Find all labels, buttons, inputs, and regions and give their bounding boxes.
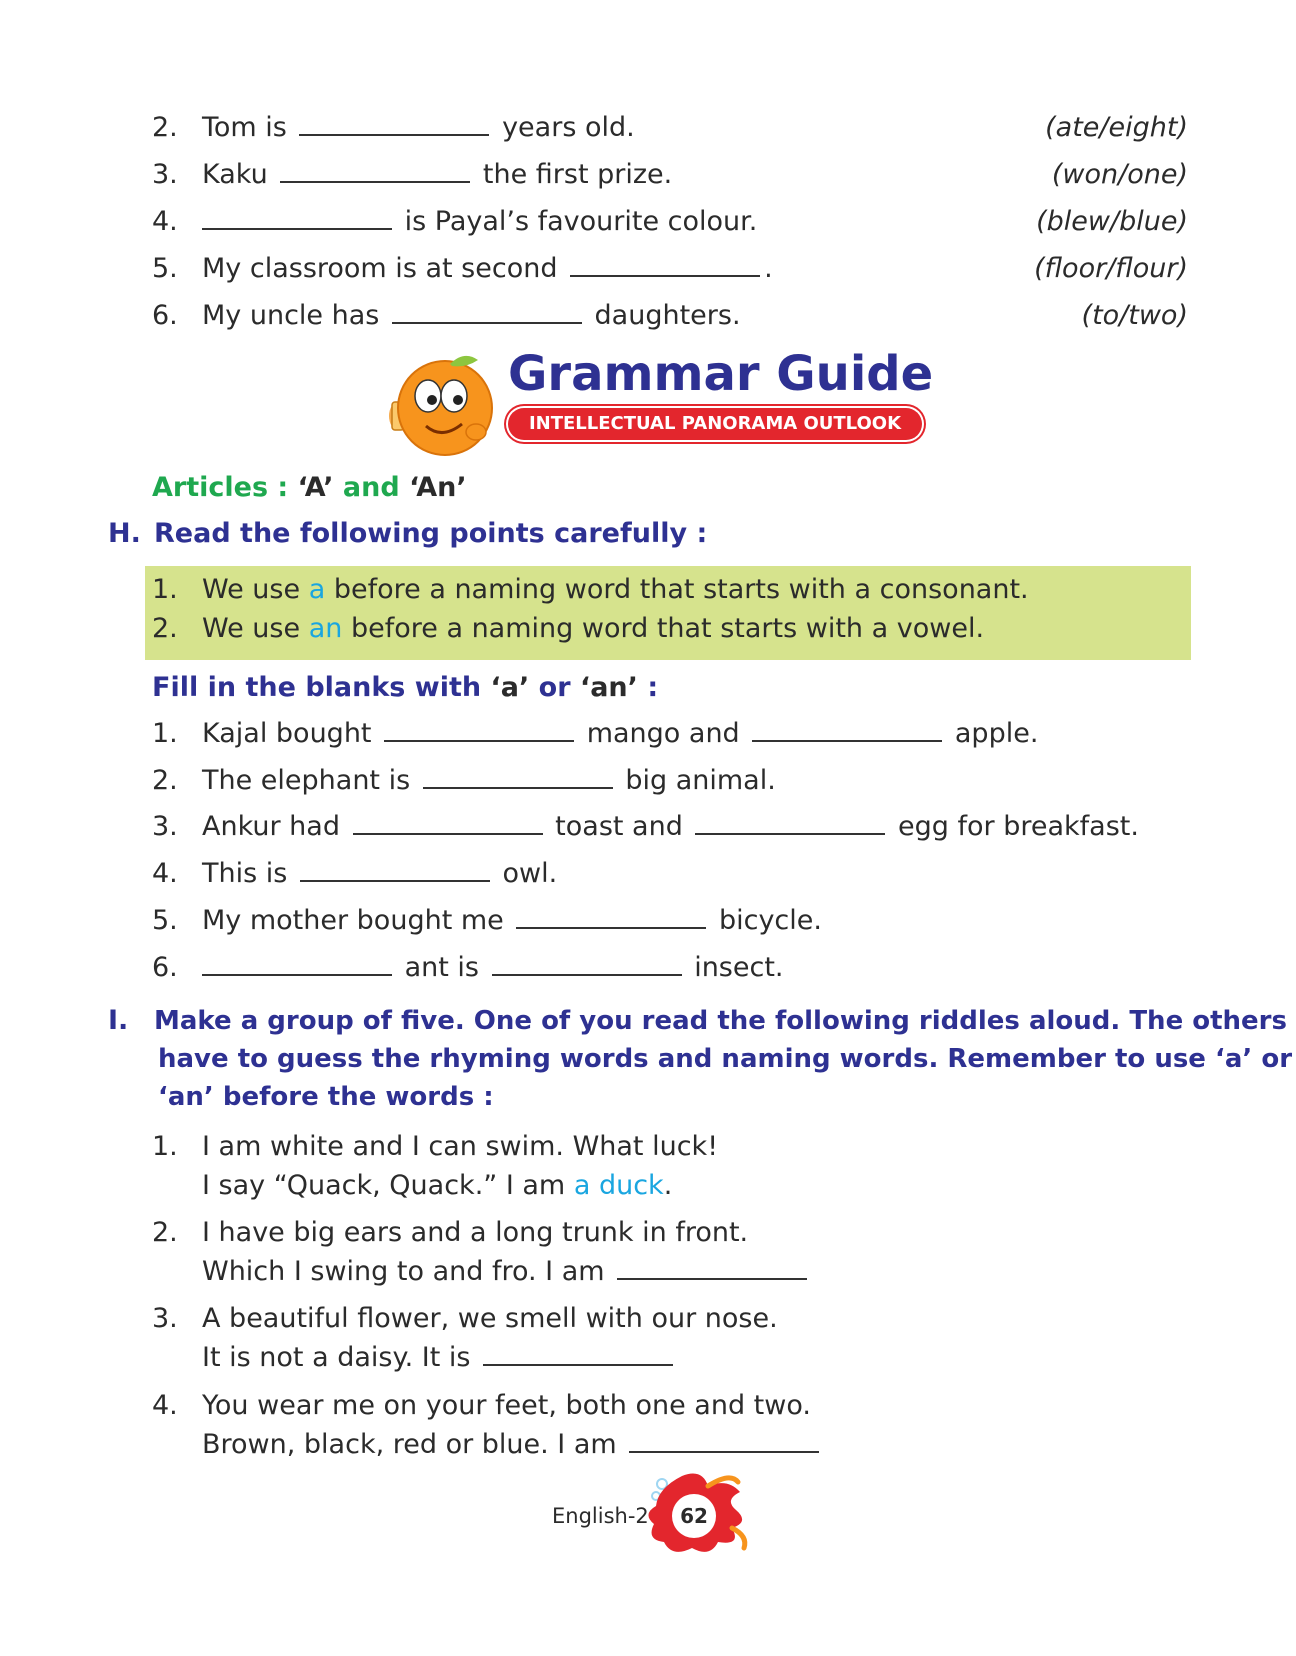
section-i-line: Make a group of five. One of you read the following riddles aloud. The others [154, 1006, 1287, 1036]
page-number: 62 [680, 1504, 708, 1528]
sentence-part: is Payal’s favourite colour. [404, 206, 758, 237]
orange-mascot-icon [372, 346, 502, 458]
item-number: 1. [152, 718, 178, 749]
item-number: 3. [152, 159, 178, 190]
sentence-part: My classroom is at second [202, 253, 558, 284]
sentence-part: Kajal bought [202, 718, 372, 749]
riddle-line: I am white and I can swim. What luck! [202, 1131, 719, 1162]
riddle-text: Brown, black, red or blue. I am [202, 1429, 617, 1460]
exercise-sentence [202, 157, 672, 193]
item-number: 2. [152, 765, 178, 796]
book-title: English-2 [552, 1504, 649, 1528]
item-number: 3. [152, 811, 178, 842]
sentence-part: bicycle. [718, 905, 822, 936]
grammar-guide-logo [372, 346, 932, 458]
articles-and: and [342, 472, 400, 503]
section-i-line: have to guess the rhyming words and naming words. Remember to use ‘a’ or [158, 1044, 1293, 1074]
rule-point [202, 611, 984, 647]
logo-subtitle: INTELLECTUAL PANORAMA OUTLOOK [508, 408, 922, 440]
answer-blank[interactable] [392, 298, 582, 324]
answer-blank[interactable] [516, 903, 706, 929]
sentence-part: My uncle has [202, 300, 380, 331]
answer-blank[interactable] [300, 856, 490, 882]
item-number: 2. [152, 112, 178, 143]
riddle-answer: a duck [573, 1170, 664, 1201]
riddle-line: A beautiful flower, we smell with our nose. [202, 1303, 778, 1334]
article-an: ‘An’ [409, 472, 467, 503]
word-choice-hint: (to/two) [1081, 300, 1188, 331]
sentence-part: apple. [954, 718, 1039, 749]
riddle-line [202, 1168, 672, 1204]
item-number: 3. [152, 1303, 178, 1334]
exercise-sentence [202, 763, 776, 799]
item-number: 6. [152, 300, 178, 331]
rule-text: We use [202, 613, 301, 644]
article-a: ‘a’ [490, 672, 530, 703]
article-a: ‘A’ [297, 472, 334, 503]
articles-label: Articles : [152, 472, 289, 503]
page-number-badge [632, 1470, 752, 1558]
riddle-text: It is not a daisy. It is [202, 1342, 471, 1373]
rule-text: We use [202, 574, 301, 605]
sentence-part: mango and [586, 718, 740, 749]
rule-point [202, 572, 1029, 608]
answer-blank[interactable] [202, 950, 392, 976]
exercise-sentence [202, 903, 822, 939]
riddle-text: . [663, 1170, 673, 1201]
item-number: 5. [152, 253, 178, 284]
exercise-sentence [202, 110, 635, 146]
sentence-part: insect. [694, 952, 784, 983]
word-choice-hint: (won/one) [1051, 159, 1188, 190]
word-choice-hint: (blew/blue) [1036, 206, 1188, 237]
answer-blank[interactable] [617, 1254, 807, 1280]
sentence-part: owl. [502, 858, 558, 889]
riddle-text: Which I swing to and fro. I am [202, 1256, 605, 1287]
item-number: 2. [152, 1217, 178, 1248]
sentence-part: Kaku [202, 159, 268, 190]
exercise-sentence [202, 856, 557, 892]
sentence-part: big animal. [625, 765, 776, 796]
fill-title-text: or [538, 672, 571, 703]
answer-blank[interactable] [299, 110, 489, 136]
riddle-line [202, 1427, 823, 1463]
articles-heading [152, 470, 467, 506]
item-number: 4. [152, 206, 178, 237]
answer-blank[interactable] [629, 1427, 819, 1453]
item-number: 4. [152, 1390, 178, 1421]
sentence-part: daughters. [594, 300, 741, 331]
sentence-part: Tom is [202, 112, 287, 143]
answer-blank[interactable] [483, 1340, 673, 1366]
section-i-line: ‘an’ before the words : [158, 1082, 494, 1112]
fill-title-text: Fill in the blanks with [152, 672, 482, 703]
item-number: 6. [152, 952, 178, 983]
sentence-part: This is [202, 858, 288, 889]
answer-blank[interactable] [202, 204, 392, 230]
answer-blank[interactable] [492, 950, 682, 976]
riddle-line [202, 1340, 677, 1376]
exercise-sentence [202, 204, 757, 240]
sentence-part: My mother bought me [202, 905, 504, 936]
rule-text: before a naming word that starts with a consonant. [333, 574, 1029, 605]
fill-blanks-title [152, 670, 658, 706]
section-h-title: Read the following points carefully : [154, 518, 708, 549]
riddle-line [202, 1254, 811, 1290]
answer-blank[interactable] [752, 716, 942, 742]
answer-blank[interactable] [280, 157, 470, 183]
answer-blank[interactable] [353, 809, 543, 835]
sentence-part: The elephant is [202, 765, 411, 796]
sentence-part: the first prize. [482, 159, 673, 190]
logo-title: Grammar Guide [508, 346, 934, 402]
exercise-sentence [202, 251, 773, 287]
sentence-part: egg for breakfast. [898, 811, 1139, 842]
item-number: 1. [152, 1131, 178, 1162]
article-word: a [308, 574, 326, 605]
exercise-sentence [202, 298, 741, 334]
word-choice-hint: (floor/flour) [1034, 253, 1188, 284]
fill-title-text: : [647, 672, 659, 703]
section-h-letter: H. [108, 518, 141, 549]
rule-text: before a naming word that starts with a vowel. [350, 613, 985, 644]
exercise-sentence [202, 950, 784, 986]
answer-blank[interactable] [570, 251, 760, 277]
sentence-part: . [764, 253, 773, 284]
answer-blank[interactable] [423, 763, 613, 789]
answer-blank[interactable] [384, 716, 574, 742]
item-number: 1. [152, 574, 178, 605]
word-choice-hint: (ate/eight) [1045, 112, 1188, 143]
sentence-part: Ankur had [202, 811, 340, 842]
exercise-sentence [202, 809, 1139, 845]
sentence-part: ant is [404, 952, 479, 983]
item-number: 2. [152, 613, 178, 644]
section-i-letter: I. [108, 1005, 129, 1036]
riddle-text: I say “Quack, Quack.” I am [202, 1170, 566, 1201]
riddle-line: You wear me on your feet, both one and two. [202, 1390, 811, 1421]
article-an: ‘an’ [579, 672, 638, 703]
riddle-line: I have big ears and a long trunk in front. [202, 1217, 749, 1248]
item-number: 4. [152, 858, 178, 889]
article-word: an [308, 613, 343, 644]
item-number: 5. [152, 905, 178, 936]
sentence-part: years old. [502, 112, 635, 143]
answer-blank[interactable] [695, 809, 885, 835]
sentence-part: toast and [555, 811, 683, 842]
exercise-sentence [202, 716, 1038, 752]
